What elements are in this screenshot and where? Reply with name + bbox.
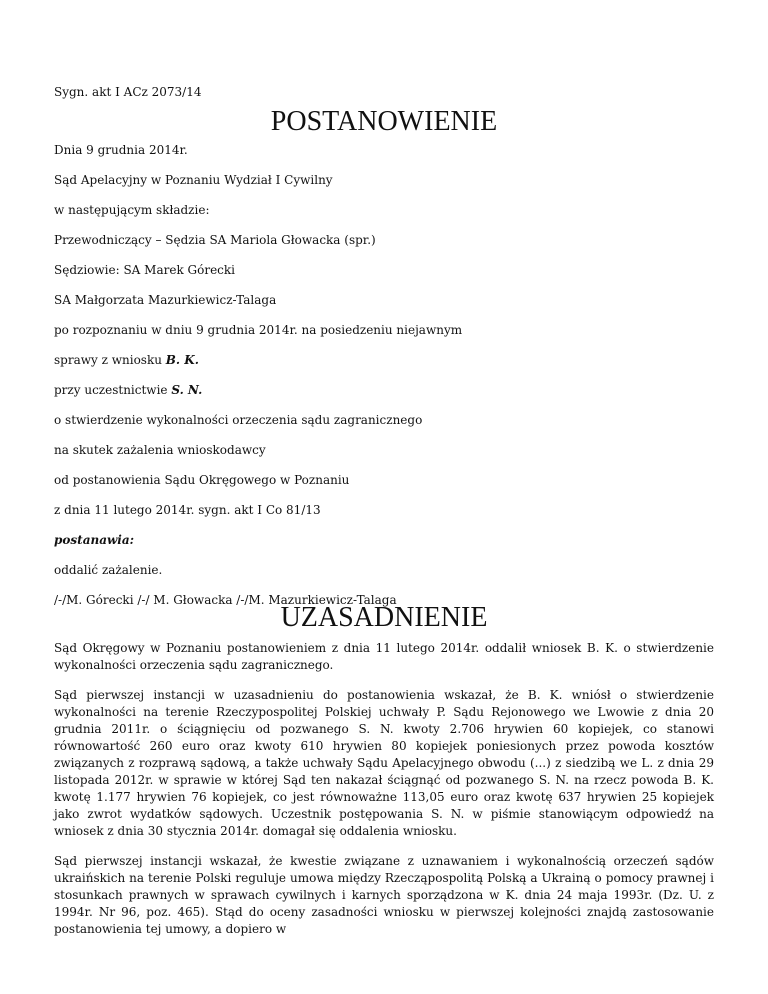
justification-title: UZASADNIENIE [280, 602, 488, 633]
judge-signatures: /-/M. Górecki /-/ M. Głowacka /-/M. Mazurkiewicz-Talaga [54, 593, 397, 607]
appealed-decision-date: z dnia 11 lutego 2014r. sygn. akt I Co 81/13 [54, 503, 321, 517]
case-subject: o stwierdzenie wykonalności orzeczenia sądu zagranicznego [54, 413, 423, 427]
case-line [54, 352, 714, 368]
composition-label: w następującym składzie: [54, 203, 210, 217]
justification-paragraph: Sąd pierwszej instancji w uzasadnieniu do postanowienia wskazał, że B. K. wniósł o stwierdzenie wykonalności na terenie Rzeczypospolitej Polskiej uchwały P. Sądu Rejonowego we Lwowie z dnia 20 grudnia 2011r. o ściągnięciu od pozwanego S. N. kwoty 2.706 hrywien 60 kopiejek, co stanowi równowartość 260 euro oraz kwoty 610 hrywien 80 kopiejek poniesionych przez powoda kosztów związanych z rozprawą sądową, a także uchwały Sądu Apelacyjnego obwodu (...) z siedzibą we L. z dnia 29 listopada 2012r. w sprawie w której Sąd ten nakazał ściągnąć od pozwanego S. N. na rzecz powoda B. K. kwotę 1.177 hrywien 76 kopiejek, co jest równoważne 113,05 euro oraz kwotę 637 hrywien 25 kopiejek jako zwrot wydatków sądowych. Uczestnik postępowania S. N. w piśmie stanowiącym odpowiedź na wniosek z dnia 30 stycznia 2014r. domagał się oddalenia wniosku. [54, 688, 714, 838]
court-name: Sąd Apelacyjny w Poznaniu Wydział I Cywilny [54, 173, 333, 187]
document-title: POSTANOWIENIE [270, 106, 498, 137]
justification-paragraph: Sąd Okręgowy w Poznaniu postanowieniem z dnia 11 lutego 2014r. oddalił wniosek B. K. o stwierdzenie wykonalności orzeczenia sądu zagranicznego. [54, 641, 714, 672]
appealed-decision: od postanowienia Sądu Okręgowego w Poznaniu [54, 473, 350, 487]
applicant-name: B. K. [165, 353, 199, 367]
second-judge: SA Małgorzata Mazurkiewicz-Talaga [54, 293, 277, 307]
appeal-line: na skutek zażalenia wnioskodawcy [54, 443, 266, 457]
decides-label: postanawia: [54, 533, 135, 547]
participant-line [54, 382, 714, 398]
judges-line: Sędziowie: SA Marek Górecki [54, 263, 236, 277]
participant-name: S. N. [171, 383, 203, 397]
case-signature: Sygn. akt I ACz 2073/14 [54, 85, 202, 99]
participant-prefix: przy uczestnictwie [54, 383, 172, 397]
document-page [54, 84, 714, 951]
decision-date: Dnia 9 grudnia 2014r. [54, 143, 188, 157]
ruling-text: oddalić zażalenie. [54, 563, 163, 577]
justification-paragraph: Sąd pierwszej instancji wskazał, że kwestie związane z uznawaniem i wykonalnością orzeczeń sądów ukraińskich na terenie Polski reguluje umowa między Rzecząpospolitą Polską a Ukrainą o pomocy prawnej i stosunkach prawnych w sprawach cywilnych i karnych sporządzona w K. dnia 24 maja 1993r. (Dz. U. z 1994r. Nr 96, poz. 465). Stąd do oceny zasadności wniosku w pierwszej kolejności znajdą zastosowanie postanowienia tej umowy, a dopiero w [54, 854, 714, 936]
case-prefix: sprawy z wniosku [54, 353, 166, 367]
presiding-judge: Przewodniczący – Sędzia SA Mariola Głowacka (spr.) [54, 233, 376, 247]
hearing-info: po rozpoznaniu w dniu 9 grudnia 2014r. na posiedzeniu niejawnym [54, 323, 463, 337]
